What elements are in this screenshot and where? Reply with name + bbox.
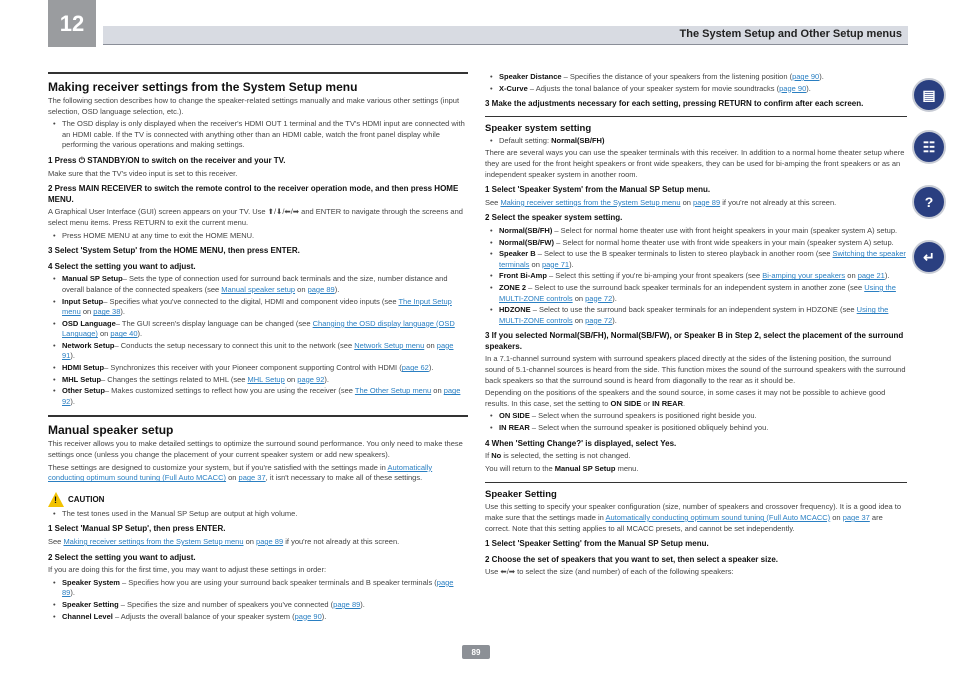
list-item — [48, 363, 468, 374]
list-item — [485, 84, 907, 95]
item-name: Network Setup — [62, 340, 115, 350]
page-link[interactable]: page 40 — [110, 329, 138, 339]
item-name: Channel Level — [62, 611, 113, 621]
item-text: on — [572, 293, 586, 303]
page-link[interactable]: page 90 — [779, 83, 807, 93]
page-link[interactable]: page 92 — [62, 386, 461, 406]
item-text: ). — [70, 396, 75, 406]
item-text: – The GUI screen's display language can be changed (see — [115, 318, 313, 328]
item-text: – Select this setting if you're bi-amping your front speakers (see — [546, 271, 763, 281]
item-text: – Specifies the distance of your speakers from the listening position ( — [561, 72, 793, 81]
page-link[interactable]: page 90 — [792, 72, 820, 81]
item-text: on — [284, 374, 298, 384]
step-note: See Making receiver settings from the System Setup menu on page 89 if you're not already at this screen. — [48, 537, 400, 546]
list-item — [485, 226, 907, 237]
link[interactable]: Network Setup menu — [354, 340, 425, 350]
link[interactable]: Manual speaker setup — [221, 284, 296, 294]
default-setting: • Default setting: Normal(SB/FH) — [485, 136, 907, 147]
step-2: 2 Press MAIN RECEIVER to switch the remote control to the receiver operation mode, and then press HOME MENU. — [48, 184, 459, 204]
item-name: Normal(SB/FH) — [499, 225, 553, 235]
item-name: Speaker Distance — [499, 72, 562, 81]
item-text: ). — [819, 72, 824, 81]
list-item — [485, 271, 907, 282]
section-title: Speaker Setting — [485, 482, 907, 500]
page-link[interactable]: page 62 — [401, 363, 429, 373]
page-link[interactable]: page 91 — [62, 340, 454, 361]
right-column — [485, 72, 907, 580]
page-link[interactable]: page 71 — [541, 259, 570, 269]
home-menu-note: • Press HOME MENU at any time to exit the HOME MENU. — [48, 231, 468, 242]
item-text: – Sets the type of connection used for surround back terminals and the size, number distance and overall balance of the connected speakers (see — [62, 274, 448, 294]
item-text: – Select for normal home theater use with front height speakers in your main (speaker system A) setup. — [552, 225, 898, 235]
list-item — [485, 411, 907, 422]
page-link[interactable]: page 72 — [585, 315, 613, 325]
page-link[interactable]: page 89 — [307, 284, 335, 294]
item-text: – Select when the surround speaker is positioned obliquely behind you. — [529, 423, 769, 433]
link[interactable]: MHL Setup — [247, 374, 285, 384]
link[interactable]: The Other Setup menu — [354, 386, 432, 396]
link[interactable]: Switching the speaker terminals — [499, 249, 906, 269]
chapter-number: 12 — [48, 0, 96, 47]
link[interactable]: Automatically conducting optimum sound tuning (Full Auto MCACC) — [605, 513, 831, 522]
remote-icon[interactable]: ☷ — [912, 130, 946, 164]
step-2: 2 Select the setting you want to adjust. — [48, 552, 196, 562]
placement-options — [485, 411, 907, 433]
page-number: 89 — [462, 645, 490, 659]
item-name: Speaker B — [499, 249, 536, 259]
item-text: – Select when the surround speakers is positioned right beside you. — [529, 411, 757, 421]
item-name: MHL Setup — [62, 374, 102, 384]
list-item — [48, 612, 468, 623]
return-icon[interactable]: ↵ — [912, 240, 946, 274]
item-name: OSD Language — [62, 318, 116, 328]
page-link[interactable]: page 89 — [256, 537, 284, 546]
step-1: 1 Press ⏻ STANDBY/ON to switch on the receiver and your TV. — [48, 155, 286, 165]
paragraph: This receiver allows you to make detailed settings to optimize the surround sound performance. You only need to make these settings once (unless you change the placement of your current speaker system or add new speakers). — [48, 439, 463, 460]
note-list — [48, 119, 468, 151]
item-name: Other Setup — [62, 386, 105, 396]
item-name: Speaker System — [62, 577, 120, 587]
step-1: 1 Select 'Speaker System' from the Manual SP Setup menu. — [485, 185, 711, 195]
item-name: X-Curve — [499, 83, 528, 93]
page-link[interactable]: page 37 — [238, 473, 266, 483]
question-icon[interactable]: ? — [912, 185, 946, 219]
item-text: – Select for normal home theater use with front wide speakers in your main (speaker system A) setup. — [554, 237, 894, 247]
osd-note: • The OSD display is only displayed when the receiver's HDMI OUT 1 terminal and the TV's HDMI input are connected with an HDMI cable. If the TV is connected with anything other than an HDMI cable, watch the front panel display while performing the various operations and making settings. — [48, 119, 468, 151]
step-2-note: A Graphical User Interface (GUI) screen appears on your TV. Use ⬆/⬇/⬅/➡ and ENTER to navigate through the screens and select menu items. Press RETURN to exit the current menu. — [48, 207, 463, 227]
step-3: 3 If you selected Normal(SB/FH), Normal(SB/FW), or Speaker B in Step 2, select the placement of the surround speakers. — [485, 331, 904, 351]
header-title: The System Setup and Other Setup menus — [679, 28, 902, 40]
item-text: ). — [120, 307, 125, 317]
item-text: – Conducts the setup necessary to connect this unit to the network (see — [114, 340, 355, 350]
item-text: – Changes the settings related to MHL (see — [101, 374, 248, 384]
link[interactable]: Making receiver settings from the System Setup menu — [63, 537, 244, 546]
item-text: ). — [360, 599, 365, 609]
page-link[interactable]: page 89 — [693, 197, 721, 207]
step-1: 1 Select 'Speaker Setting' from the Manual SP Setup menu. — [485, 539, 709, 549]
item-text: – Specifies what you've connected to the digital, HDMI and component video inputs (see — [103, 296, 399, 306]
item-text: on — [80, 307, 94, 317]
item-name: HDZONE — [499, 305, 531, 315]
page-link[interactable]: page 92 — [297, 374, 325, 384]
item-text: ). — [70, 588, 75, 598]
item-text: ). — [70, 351, 75, 361]
item-text: ). — [321, 611, 327, 621]
link[interactable]: The Input Setup menu — [62, 296, 452, 317]
step-note: You will return to the Manual SP Setup menu. — [485, 463, 639, 473]
item-name: Speaker Setting — [62, 599, 119, 609]
item-text: – Synchronizes this receiver with your Pioneer component supporting Control with HDMI ( — [104, 363, 402, 373]
list-item — [48, 319, 468, 340]
list-item — [48, 386, 468, 407]
item-name: Normal(SB/FW) — [499, 237, 554, 247]
link[interactable]: Making receiver settings from the System Setup menu — [500, 197, 681, 207]
step-1: 1 Select 'Manual SP Setup', then press ENTER. — [48, 524, 226, 534]
paragraph: These settings are designed to customize your system, but if you're satisfied with the settings made in Automatically conducting optimum sound tuning (Full Auto MCACC) on page 37, it isn't necessary to make all of these settings. — [48, 462, 433, 483]
item-name: Input Setup — [62, 296, 104, 306]
speaker-system-options — [485, 226, 907, 326]
item-text: ). — [612, 293, 617, 303]
caution-label: CAUTION — [68, 494, 105, 504]
caution-list — [48, 509, 468, 520]
list-item — [48, 274, 468, 295]
step-2: 2 Select the speaker system setting. — [485, 213, 623, 223]
item-text: – Select to use the surround back speaker terminals for an independent system in HDZONE (see — [530, 305, 857, 315]
item-text: ). — [612, 315, 617, 325]
page-link[interactable]: page 21 — [857, 271, 885, 281]
item-text: – Makes customized settings to reflect how you are using the receiver (see — [104, 386, 355, 396]
left-column — [48, 72, 468, 624]
item-text: on — [97, 329, 111, 339]
list-item — [48, 297, 468, 318]
item-text: – Specifies how you are using your surround back speaker terminals and B speaker terminals ( — [119, 577, 437, 587]
paragraph: Use this setting to specify your speaker configuration (size, number of speakers and crossover frequency). It is a good idea to make sure that the settings made in Automatically conducting optimum sound tuning (Full Auto MCACC) on page 37 are correct. Note that this setting applies to all MCACC presets, and cannot be set independently. — [485, 502, 902, 533]
link[interactable]: Using the MULTI-ZONE controls — [499, 305, 889, 325]
setup-items-list — [485, 72, 907, 94]
step-note: If No is selected, the setting is not changed. — [485, 451, 631, 461]
list-item — [48, 578, 468, 599]
item-text: – Adjusts the tonal balance of your speaker system for movie soundtracks ( — [527, 83, 780, 93]
item-name: Manual SP Setup — [62, 274, 123, 284]
list-item — [485, 423, 907, 434]
page-link[interactable]: page 72 — [585, 293, 613, 303]
page-link[interactable]: page 37 — [842, 513, 870, 522]
default-list — [485, 136, 907, 147]
page-link[interactable]: page 89 — [62, 577, 454, 598]
note-list — [48, 231, 468, 242]
list-item — [48, 341, 468, 362]
paragraph: There are several ways you can use the speaker terminals with this receiver. In addition to a normal home theater setup where they are used for the front height speakers or front wide speakers, they can be used for bi-amping the front speakers or as an independent speaker system in another room. — [485, 148, 905, 179]
page-link[interactable]: page 38 — [93, 307, 121, 317]
speaker-items-list — [48, 578, 468, 622]
item-text: ). — [569, 259, 574, 269]
step-2: 2 Choose the set of speakers that you want to set, then select a speaker size. — [485, 554, 778, 564]
link[interactable]: Changing the OSD display language (OSD Language) — [62, 318, 455, 339]
item-name: ZONE 2 — [499, 282, 527, 292]
item-text: ). — [806, 83, 811, 93]
page-link[interactable]: page 90 — [294, 611, 322, 621]
list-item — [485, 238, 907, 249]
item-text: ). — [884, 271, 890, 281]
item-name: Front Bi-Amp — [499, 271, 547, 281]
section-title: Manual speaker setup — [48, 415, 468, 437]
item-text: on — [424, 340, 437, 350]
item-text: ). — [428, 363, 434, 373]
item-text: on — [431, 386, 444, 396]
paragraph: In a 7.1-channel surround system with surround speakers placed directly at the sides of the listening position, the surround sound of 5.1-channel sources is heard from the side. This function mixes the sound of the surround speakers with the surround back speakers so that the surround sound is heard from diagonally to the rear as it should be. — [485, 354, 906, 385]
step-4: 4 Select the setting you want to adjust. — [48, 261, 196, 271]
step-note: See Making receiver settings from the System Setup menu on page 89 if you're not already at this screen. — [485, 197, 837, 207]
step-3: 3 Make the adjustments necessary for each setting, pressing RETURN to confirm after each screen. — [485, 99, 864, 109]
list-item — [48, 600, 468, 611]
item-text: – Adjusts the overall balance of your speaker system ( — [112, 611, 295, 621]
item-text: – Select to use the B speaker terminals to listen to stereo playback in another room (see — [535, 249, 833, 259]
step-note: If you are doing this for the first time, you may want to adjust these settings in order: — [48, 565, 327, 575]
item-text: on — [295, 284, 308, 294]
item-text: – Specifies the size and number of speakers you've connected ( — [118, 599, 334, 609]
list-item — [485, 72, 907, 83]
link[interactable]: Using the MULTI-ZONE controls — [499, 282, 896, 303]
step-1-note: Make sure that the TV's video input is set to this receiver. — [48, 168, 238, 178]
item-text: on — [845, 271, 858, 281]
link[interactable]: Bi-amping your speakers — [762, 271, 846, 281]
item-text: ). — [137, 329, 143, 339]
step-note: Use ⬅/➡ to select the size (and number) of each of the following speakers: — [485, 567, 734, 577]
warning-icon: ! — [48, 492, 64, 507]
step-4: 4 When 'Setting Change?' is displayed, select Yes. — [485, 438, 677, 448]
caution-heading — [48, 492, 468, 507]
list-item — [485, 305, 907, 326]
setup-items-list — [48, 274, 468, 407]
list-item — [48, 375, 468, 386]
section-title: Making receiver settings from the System Setup menu — [48, 72, 468, 94]
list-item — [485, 249, 907, 270]
item-text: ). — [334, 284, 340, 294]
item-text: – Select to use the surround back speaker terminals for an independent system in another zone (see — [526, 282, 865, 292]
section-title: Speaker system setting — [485, 116, 907, 134]
item-text: on — [572, 315, 586, 325]
link[interactable]: Automatically conducting optimum sound tuning (Full Auto MCACC) — [48, 462, 433, 483]
paragraph: Depending on the positions of the speakers and the sound source, in some cases it may not be possible to achieve good results. In this case, set the setting to ON SIDE or IN REAR. — [485, 388, 886, 408]
intro-text: The following section describes how to change the speaker-related settings manually and make various other settings (input selection, OSD language selection, etc.). — [48, 96, 460, 116]
step-3: 3 Select 'System Setup' from the HOME MENU, then press ENTER. — [48, 246, 300, 256]
caution-text: • The test tones used in the Manual SP Setup are output at high volume. — [48, 509, 468, 520]
list-item — [485, 283, 907, 304]
item-text: on — [529, 259, 542, 269]
page-link[interactable]: page 89 — [333, 599, 361, 609]
item-text: ). — [324, 374, 329, 384]
item-name: IN REAR — [499, 423, 530, 433]
book-icon[interactable]: ▤ — [912, 78, 946, 112]
item-name: ON SIDE — [499, 411, 530, 421]
item-name: HDMI Setup — [62, 363, 105, 373]
